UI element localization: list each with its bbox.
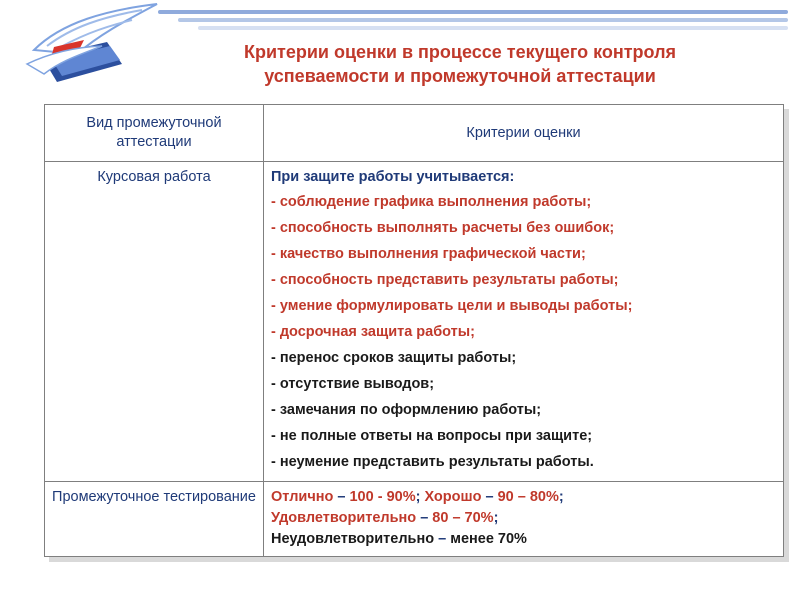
grade-line-3: Неудовлетворительно – менее 70% (271, 531, 527, 547)
coursework-type-cell: Курсовая работа (45, 162, 264, 482)
positive-criterion: - умение формулировать цели и выводы работы; (271, 298, 633, 314)
range-unsatisfactory: менее 70% (450, 531, 527, 547)
range-satisfactory: 80 – 70% (432, 510, 494, 526)
grade-satisfactory: Удовлетворительно (271, 510, 417, 526)
header-stripes (158, 8, 788, 38)
negative-criterion: - не полные ответы на вопросы при защите; (271, 428, 593, 444)
grade-excellent: Отлично (271, 489, 334, 505)
table-row (45, 162, 784, 482)
negative-criterion: - замечания по оформлению работы; (271, 402, 542, 418)
grade-good: Хорошо (424, 489, 482, 505)
testing-criteria-cell (264, 482, 784, 557)
range-excellent: 100 - 90% (349, 489, 416, 505)
grade-line-2: Удовлетворительно – 80 – 70%; (271, 510, 499, 526)
page-title-line-2: успеваемости и промежуточной аттестации (264, 66, 656, 86)
positive-criterion: - способность представить результаты работы; (271, 272, 619, 288)
book-logo-icon (22, 2, 162, 92)
grade-unsatisfactory: Неудовлетворительно (271, 531, 435, 547)
criteria-table (44, 104, 784, 557)
negative-criterion: - отсутствие выводов; (271, 376, 435, 392)
page-title-line-1: Критерии оценки в процессе текущего контроля (243, 42, 677, 62)
positive-criterion: - качество выполнения графической части; (271, 246, 586, 262)
coursework-criteria-cell (264, 162, 784, 482)
negative-criterion: - перенос сроков защиты работы; (271, 350, 517, 366)
page-title (150, 40, 770, 88)
table-row (45, 482, 784, 557)
positive-criterion: - способность выполнять расчеты без ошибок; (271, 220, 615, 236)
header-criteria: Критерии оценки (264, 105, 784, 162)
range-good: 90 – 80% (497, 489, 559, 505)
positive-criterion: - досрочная защита работы; (271, 324, 475, 340)
criteria-intro: При защите работы учитывается: (271, 169, 515, 185)
negative-criterion: - неумение представить результаты работы. (271, 454, 594, 470)
positive-criterion: - соблюдение графика выполнения работы; (271, 194, 592, 210)
testing-type-cell: Промежуточное тестирование (45, 482, 264, 557)
grade-line-1: Отлично – 100 - 90%; Хорошо – 90 – 80%; (271, 489, 564, 505)
table-header-row (45, 105, 784, 162)
header-attestation-type: Вид промежуточной аттестации (45, 105, 264, 162)
